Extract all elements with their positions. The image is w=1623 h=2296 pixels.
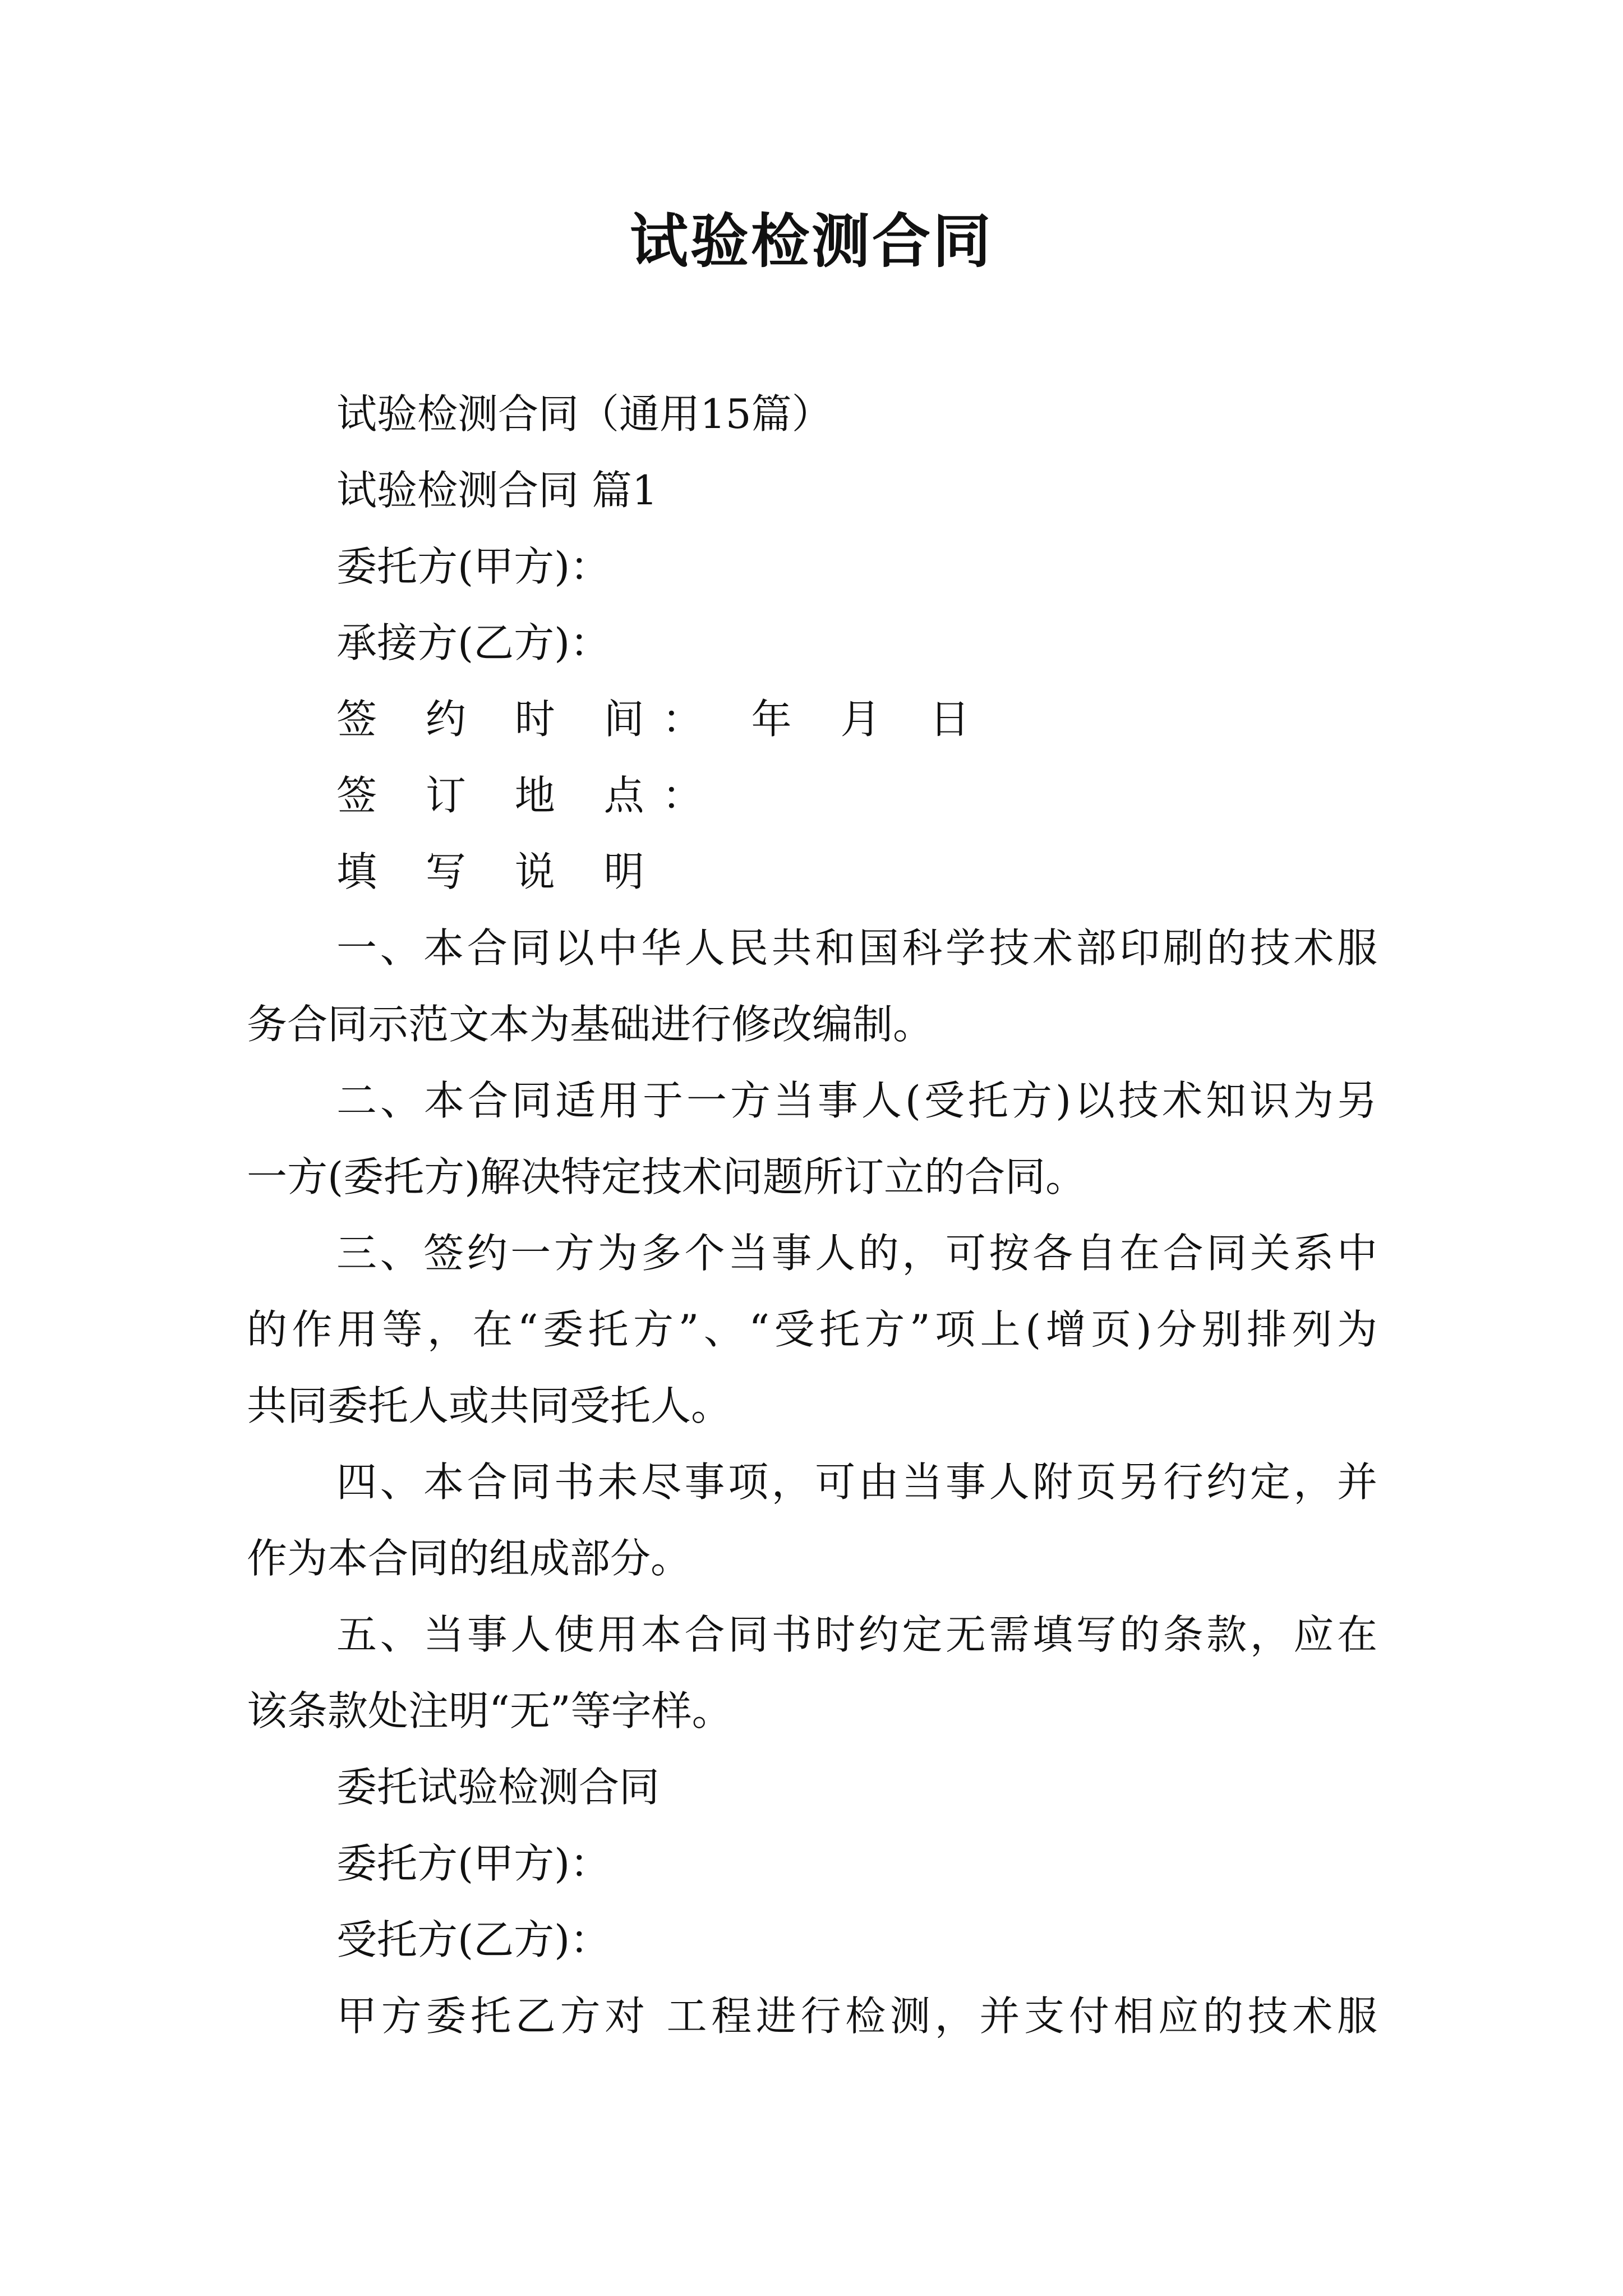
paragraph-line: 二、本合同适用于一方当事人(受托方)以技术知识为另 [336, 1077, 1380, 1124]
paragraph-line: 该条款处注明“无”等字样。 [247, 1687, 732, 1734]
signing-date-label: 签 约 时 间： 年 月 日 [336, 696, 988, 743]
signing-place-label: 签 订 地 点： [336, 772, 721, 819]
paragraph-line: 作为本合同的组成部分。 [247, 1535, 691, 1582]
paragraph-line: 四、本合同书未尽事项，可由当事人附页另行约定，并 [336, 1458, 1380, 1506]
paragraph-line: 一、本合同以中华人民共和国科学技术部印刷的技术服 [336, 924, 1380, 972]
client-party-label: 委托方(甲方)： [336, 543, 611, 590]
contractor-party-label: 承接方(乙方)： [336, 619, 611, 666]
paragraph-line: 五、当事人使用本合同书时约定无需填写的条款，应在 [336, 1611, 1380, 1658]
paragraph-line: 三、签约一方为多个当事人的，可按各自在合同关系中 [336, 1230, 1380, 1277]
document-title: 试验检测合同 [629, 207, 993, 275]
paragraph-line: 务合同示范文本为基础进行修改编制。 [247, 1001, 934, 1048]
paragraph-line: 甲方委托乙方对 工程进行检测，并支付相应的技术服 [336, 1993, 1380, 2040]
section-heading: 试验检测合同 篇1 [336, 467, 658, 514]
client-party-label: 委托方(甲方)： [336, 1840, 611, 1887]
paragraph-line: 一方(委托方)解决特定技术问题所订立的合同。 [247, 1153, 1086, 1200]
subtitle-line: 试验检测合同（通用15篇） [336, 390, 832, 438]
contract-subtitle: 委托试验检测合同 [336, 1764, 660, 1811]
paragraph-line: 共同委托人或共同受托人。 [247, 1382, 732, 1429]
trustee-party-label: 受托方(乙方)： [336, 1916, 611, 1963]
instructions-heading: 填 写 说 明 [336, 848, 662, 895]
paragraph-line: 的作用等，在“委托方”、“受托方”项上(增页)分别排列为 [247, 1306, 1380, 1353]
